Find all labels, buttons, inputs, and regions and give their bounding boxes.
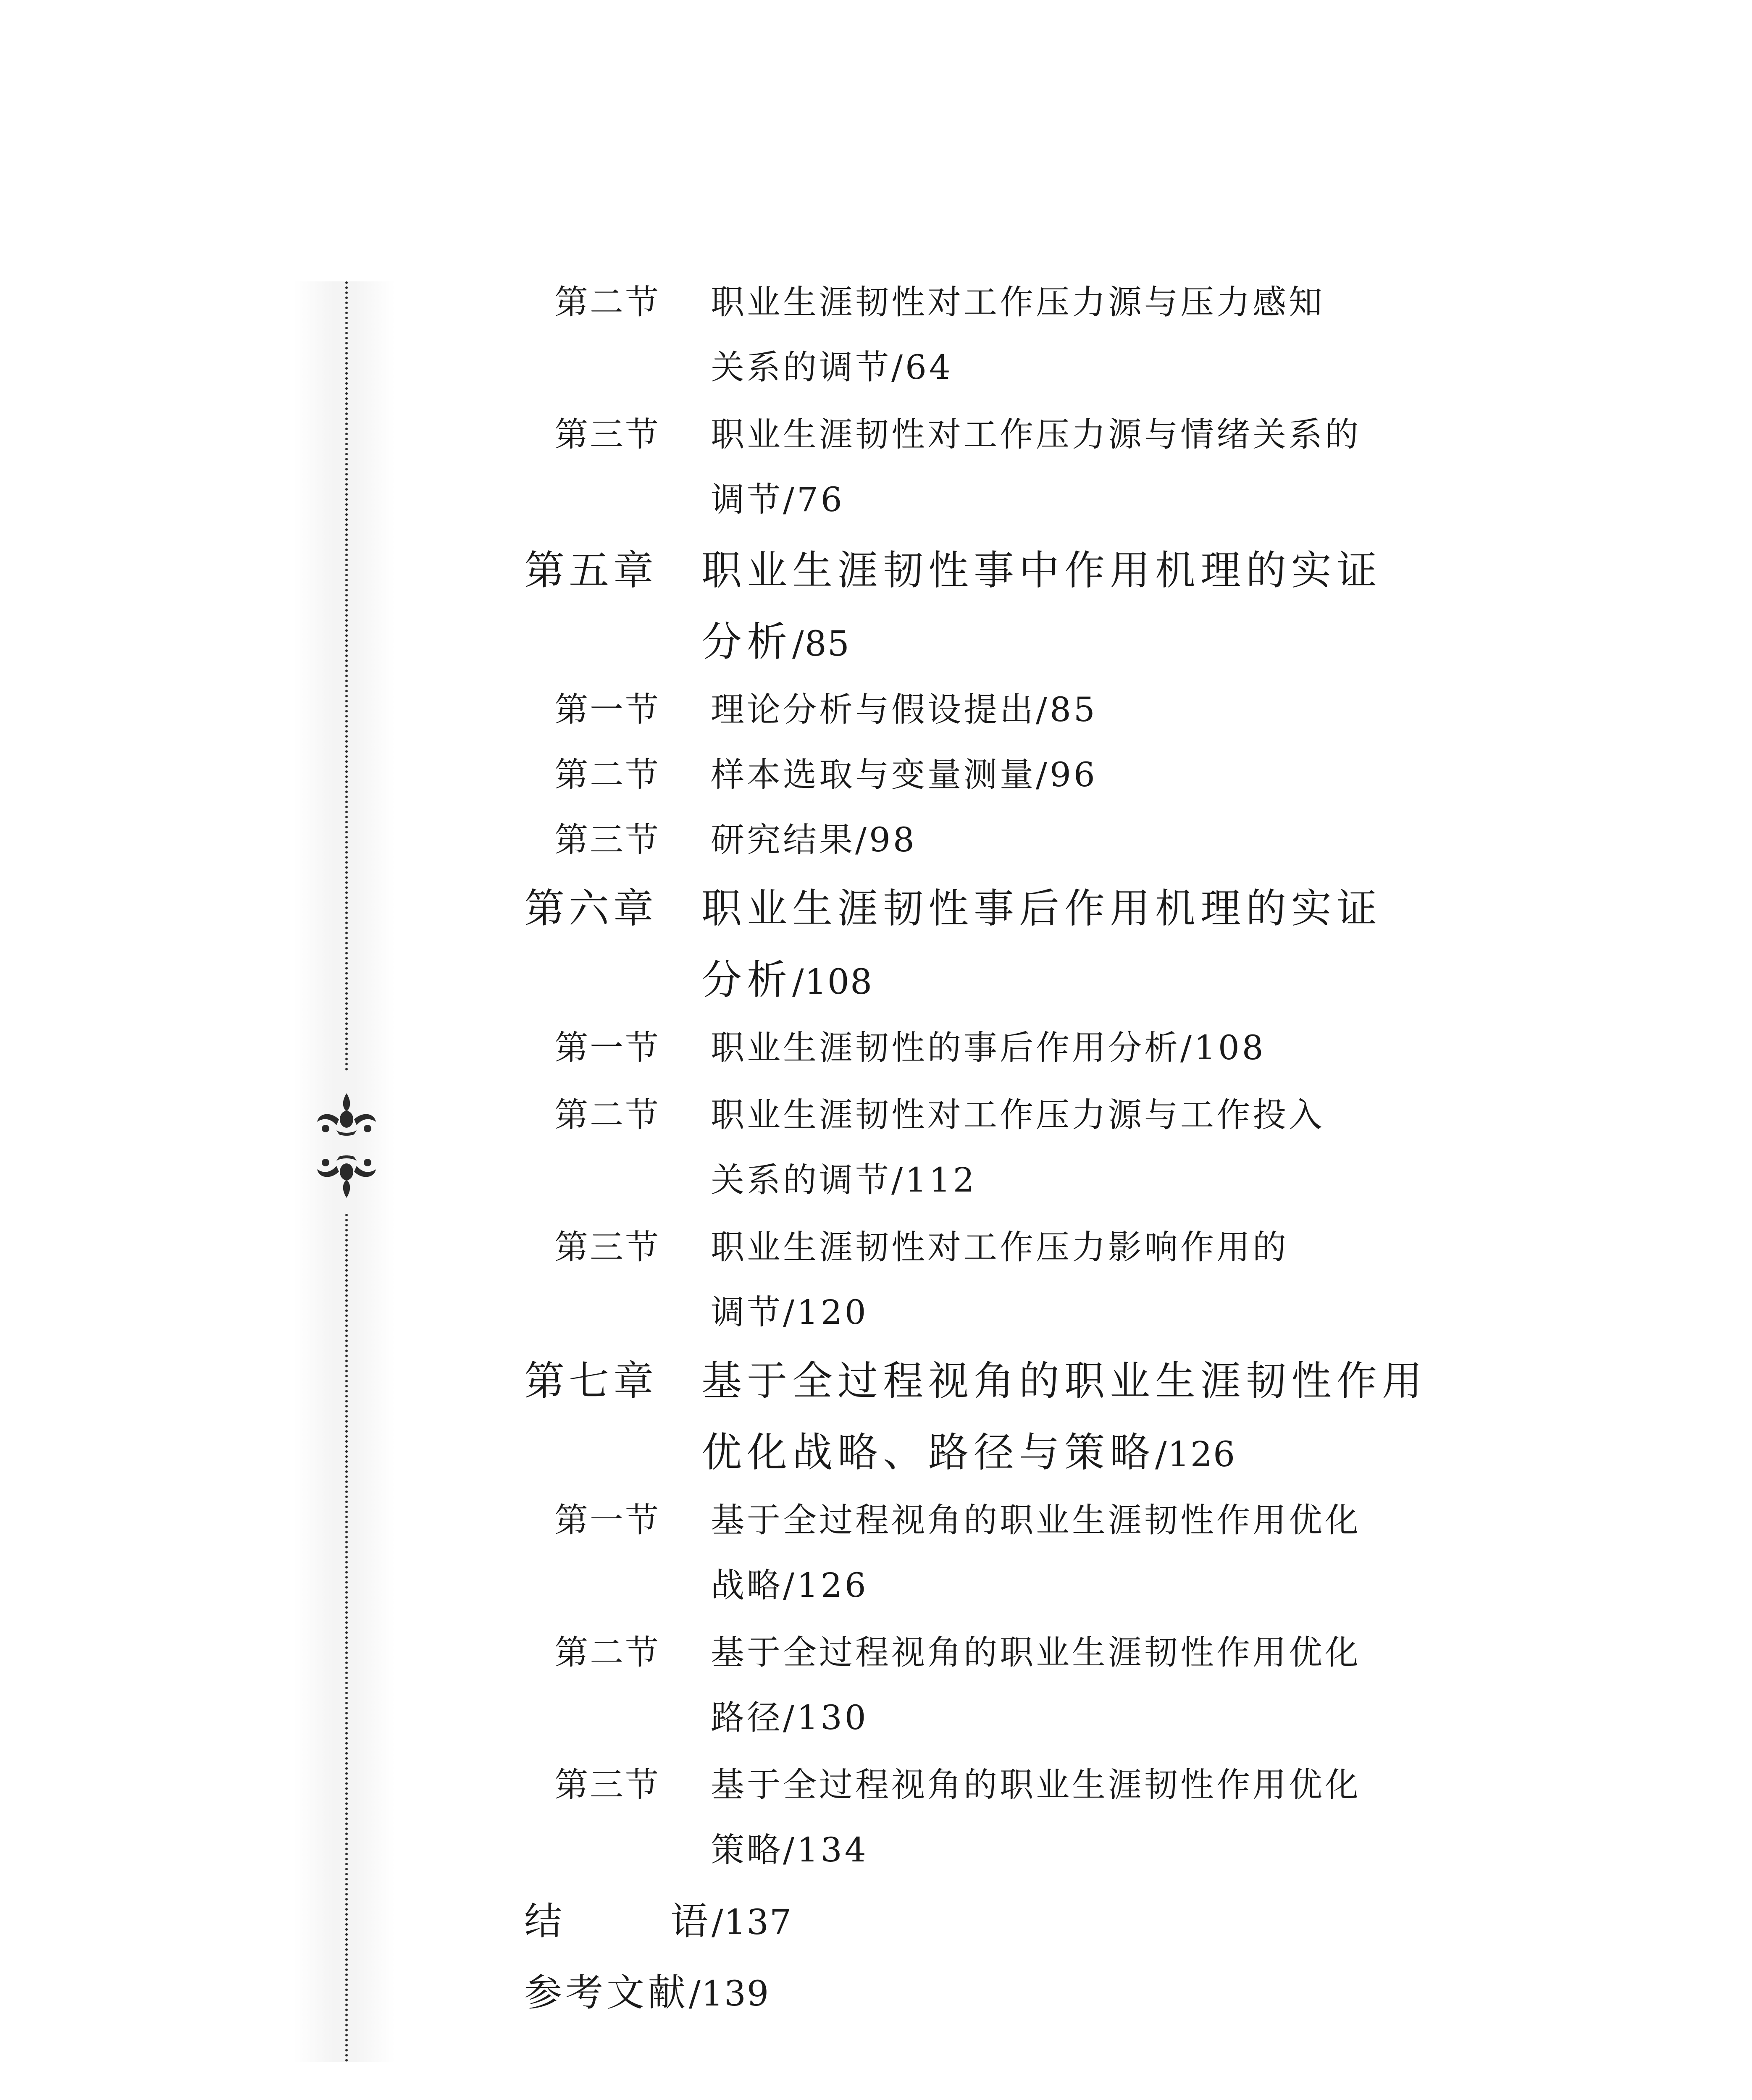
toc-section-title-cont[interactable]: 策略/134	[711, 1830, 869, 1869]
toc-section-title[interactable]: 基于全过程视角的职业生涯韧性作用优化	[711, 1501, 1361, 1540]
toc-section-label[interactable]: 第三节	[554, 1228, 660, 1267]
toc-section-label[interactable]: 第二节	[554, 1633, 660, 1672]
references-text: 参考文献	[524, 1971, 689, 2015]
toc-section-label[interactable]: 第三节	[554, 1765, 660, 1804]
toc-chapter-label[interactable]: 第七章	[524, 1357, 658, 1404]
toc-chapter-label[interactable]: 第五章	[524, 547, 658, 594]
chapter-page-number: /108	[792, 962, 873, 1002]
toc-section-title[interactable]: 职业生涯韧性的事后作用分析/108	[711, 1028, 1266, 1067]
conclusion-page-number: /137	[712, 1903, 793, 1942]
toc-chapter-title-cont[interactable]	[701, 1429, 1236, 1476]
chapter-page-number: /126	[1155, 1435, 1236, 1475]
toc-section-label[interactable]: 第一节	[554, 1501, 660, 1540]
toc-section-title[interactable]: 基于全过程视角的职业生涯韧性作用优化	[711, 1765, 1361, 1804]
toc-conclusion[interactable]	[524, 1899, 793, 1943]
toc-section-label[interactable]: 第一节	[554, 1028, 660, 1067]
toc-chapter-label[interactable]: 第六章	[524, 885, 658, 932]
references-page-number: /139	[689, 1974, 770, 2014]
toc-chapter-title[interactable]: 职业生涯韧性事后作用机理的实证	[701, 885, 1382, 932]
toc-section-title-cont[interactable]: 战略/126	[711, 1566, 869, 1605]
toc-section-label[interactable]: 第三节	[554, 820, 660, 859]
toc-section-label[interactable]: 第二节	[554, 283, 660, 322]
chapter-title-text: 分析	[701, 956, 792, 1003]
toc-references[interactable]	[524, 1971, 770, 2015]
toc-section-title[interactable]: 职业生涯韧性对工作压力影响作用的	[711, 1228, 1289, 1267]
flourish-ornament-icon	[313, 1155, 380, 1201]
toc-section-title[interactable]: 职业生涯韧性对工作压力源与工作投入	[711, 1095, 1325, 1134]
toc-chapter-title[interactable]: 基于全过程视角的职业生涯韧性作用	[701, 1357, 1427, 1404]
toc-section-title-cont[interactable]: 关系的调节/112	[711, 1160, 977, 1200]
toc-chapter-title-cont[interactable]	[701, 956, 873, 1003]
dotted-rule-top	[345, 281, 348, 1071]
chapter-title-text: 优化战略、路径与策略	[701, 1429, 1155, 1476]
toc-chapter-title-cont[interactable]	[701, 618, 850, 665]
toc-section-title[interactable]: 职业生涯韧性对工作压力源与情绪关系的	[711, 415, 1361, 454]
toc-section-title-cont[interactable]: 关系的调节/64	[711, 348, 953, 387]
toc-section-title[interactable]: 基于全过程视角的职业生涯韧性作用优化	[711, 1633, 1361, 1672]
toc-section-label[interactable]: 第三节	[554, 415, 660, 454]
flourish-ornament-icon	[313, 1090, 380, 1136]
dotted-rule-bottom	[345, 1214, 348, 2062]
toc-section-title[interactable]: 理论分析与假设提出/85	[711, 690, 1098, 729]
toc-section-title-cont[interactable]: 调节/120	[711, 1293, 869, 1332]
conclusion-char-2: 语	[670, 1899, 712, 1943]
toc-section-label[interactable]: 第二节	[554, 1095, 660, 1134]
toc-section-title-cont[interactable]: 路径/130	[711, 1698, 869, 1737]
toc-section-title[interactable]: 研究结果/98	[711, 820, 917, 859]
chapter-title-text: 分析	[701, 618, 792, 665]
toc-section-title[interactable]: 样本选取与变量测量/96	[711, 755, 1098, 794]
conclusion-char-1: 结	[524, 1899, 565, 1943]
toc-section-title-cont[interactable]: 调节/76	[711, 480, 845, 519]
toc-chapter-title[interactable]: 职业生涯韧性事中作用机理的实证	[701, 547, 1382, 594]
toc-section-label[interactable]: 第二节	[554, 755, 660, 794]
toc-section-label[interactable]: 第一节	[554, 690, 660, 729]
toc-section-title[interactable]: 职业生涯韧性对工作压力源与压力感知	[711, 283, 1325, 322]
chapter-page-number: /85	[792, 624, 850, 664]
